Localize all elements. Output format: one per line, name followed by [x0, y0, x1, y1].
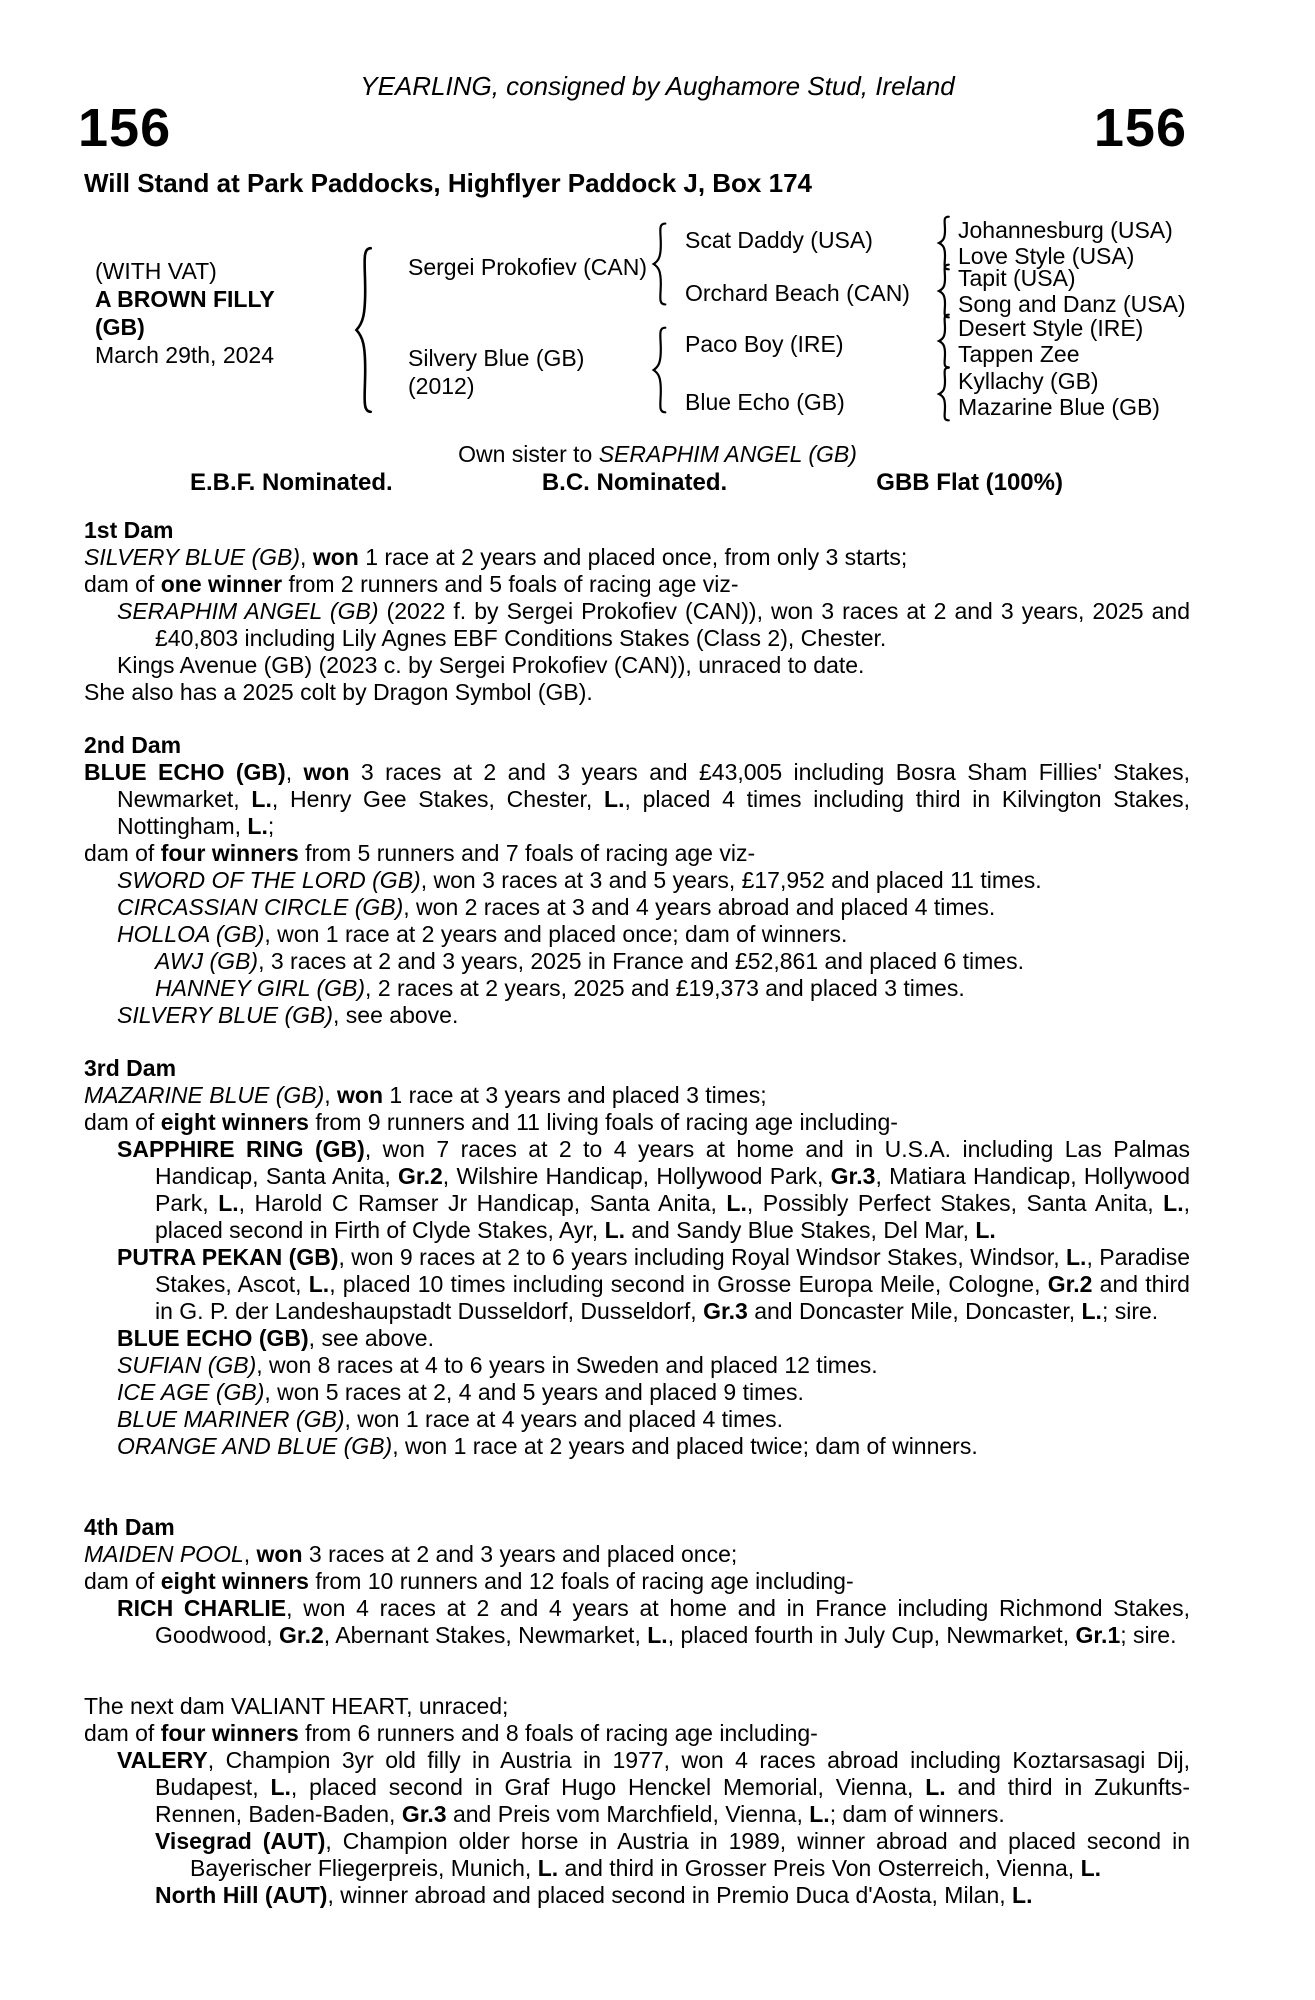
- catalog-paragraph: [84, 544, 1190, 571]
- great-grandparent-name: Song and Danz (USA): [958, 291, 1186, 317]
- great-grandparent-name: Love Style (USA): [958, 243, 1135, 269]
- text-run: L.: [218, 1190, 239, 1216]
- text-run: Gr.3: [401, 1801, 447, 1827]
- text-run: won: [312, 544, 359, 570]
- catalog-paragraph: [84, 1693, 1190, 1720]
- catalog-paragraph: [84, 1747, 1190, 1828]
- catalog-paragraph: [84, 1595, 1190, 1649]
- text-run: , 3 races at 2 and 3 years, 2025 in France and £52,861 and placed 6 times.: [258, 948, 1024, 974]
- lot-number-right: 156: [1093, 98, 1187, 158]
- text-run: SUFIAN (GB): [117, 1352, 257, 1378]
- text-run: HANNEY GIRL (GB): [155, 975, 366, 1001]
- dam-section-heading: 3rd Dam: [84, 1055, 177, 1081]
- horse-country: (GB): [95, 314, 145, 340]
- text-run: RICH CHARLIE: [117, 1595, 287, 1621]
- catalog-paragraph: [84, 1406, 1190, 1433]
- text-run: , winner abroad and placed second in Premio Duca d'Aosta, Milan,: [327, 1882, 1013, 1908]
- dam-block: [408, 344, 584, 400]
- text-run: L.: [809, 1801, 830, 1827]
- text-run: eight winners: [160, 1109, 309, 1135]
- text-run: , won 5 races at 2, 4 and 5 years and placed 9 times.: [264, 1379, 804, 1405]
- pedigree-brace-pair-2: [936, 263, 951, 319]
- text-run: MAZARINE BLUE (GB): [84, 1082, 325, 1108]
- text-run: North Hill (AUT): [155, 1882, 328, 1908]
- text-run: L.: [308, 1271, 330, 1297]
- catalog-paragraph: [84, 894, 1190, 921]
- text-run: dam of: [84, 1568, 161, 1594]
- text-run: , Henry Gee Stakes, Chester,: [271, 786, 605, 812]
- text-run: 3 races at 2 and 3 years and placed once;: [302, 1541, 738, 1567]
- text-run: She also has a 2025 colt by Dragon Symbol (GB).: [84, 679, 593, 705]
- text-run: and Sandy Blue Stakes, Del Mar,: [625, 1217, 976, 1243]
- text-run: L.: [251, 786, 272, 812]
- catalog-paragraph: [84, 1379, 1190, 1406]
- text-run: 1 race at 3 years and placed 3 times;: [383, 1082, 767, 1108]
- text-run: L.: [1065, 1244, 1087, 1270]
- text-run: MAIDEN POOL: [84, 1541, 244, 1567]
- catalog-paragraph: [84, 1325, 1190, 1352]
- text-run: The next dam VALIANT HEART, unraced;: [84, 1693, 509, 1719]
- great-grandparent-name: Tapit (USA): [958, 265, 1076, 291]
- text-run: , placed 4 times including third in Kilvington Stakes, Nottingham,: [117, 786, 1191, 839]
- great-grandparent-name: Johannesburg (USA): [958, 217, 1173, 243]
- text-run: SERAPHIM ANGEL (GB): [598, 441, 857, 467]
- catalog-paragraph: [84, 867, 1190, 894]
- text-run: and third in G. P. der Landeshaupstadt Dusseldorf, Dusseldorf,: [155, 1271, 1190, 1324]
- grandparent-name: Orchard Beach (CAN): [685, 280, 910, 306]
- text-run: ; dam of winners.: [829, 1801, 1005, 1827]
- text-run: , placed 10 times including second in Grosse Europa Meile, Cologne,: [329, 1271, 1048, 1297]
- text-run: from 10 runners and 12 foals of racing age including-: [308, 1568, 854, 1594]
- catalog-paragraph: [84, 571, 1190, 598]
- text-run: , Matiara Handicap, Hollywood Park,: [155, 1163, 1190, 1216]
- dam-section-heading: 4th Dam: [84, 1514, 175, 1540]
- catalog-text-sections: [0, 517, 1315, 1909]
- text-run: CIRCASSIAN CIRCLE (GB): [117, 894, 404, 920]
- text-run: Gr.3: [830, 1163, 876, 1189]
- text-run: one winner: [160, 571, 283, 597]
- text-run: BLUE ECHO (GB): [84, 759, 286, 785]
- catalog-paragraph: [84, 1568, 1190, 1595]
- catalog-paragraph: [84, 1082, 1190, 1109]
- text-run: , see above.: [333, 1002, 459, 1028]
- text-run: won: [337, 1082, 384, 1108]
- catalog-paragraph: [84, 1244, 1190, 1325]
- text-run: , Wilshire Handicap, Hollywood Park,: [442, 1163, 831, 1189]
- horse-name: A BROWN FILLY: [95, 286, 275, 312]
- text-run: dam of: [84, 571, 161, 597]
- text-run: L.: [247, 813, 268, 839]
- text-run: , Champion older horse in Austria in 1989, winner abroad and placed second in Bayerischer Fliegerpreis, Munich,: [190, 1828, 1190, 1881]
- foal-date: March 29th, 2024: [95, 342, 275, 368]
- pedigree-brace-sire: [650, 221, 668, 307]
- text-run: , won 2 races at 3 and 4 years abroad and placed 4 times.: [403, 894, 996, 920]
- great-grandparent-name: Mazarine Blue (GB): [958, 394, 1160, 420]
- text-run: SERAPHIM ANGEL (GB): [117, 598, 379, 624]
- text-run: won: [303, 759, 350, 785]
- text-run: 1 race at 2 years and placed once, from only 3 starts;: [358, 544, 908, 570]
- catalog-paragraph: [84, 1720, 1190, 1747]
- text-run: VALERY: [117, 1747, 208, 1773]
- text-run: , Possibly Perfect Stakes, Santa Anita,: [746, 1190, 1164, 1216]
- text-run: from 2 runners and 5 foals of racing age viz-: [282, 571, 739, 597]
- text-run: , Champion 3yr old filly in Austria in 1977, won 4 races abroad including Koztarsasagi Dij, Budapest,: [155, 1747, 1190, 1800]
- text-run: , won 8 races at 4 to 6 years in Sweden and placed 12 times.: [256, 1352, 878, 1378]
- text-run: dam of: [84, 1720, 161, 1746]
- text-run: Gr.1: [1075, 1622, 1121, 1648]
- catalog-paragraph: [84, 1109, 1190, 1136]
- text-run: L.: [925, 1774, 946, 1800]
- text-run: Gr.2: [1047, 1271, 1093, 1297]
- text-run: , won 1 race at 2 years and placed twice; dam of winners.: [392, 1433, 978, 1459]
- catalog-paragraph: [84, 652, 1190, 679]
- text-run: PUTRA PEKAN (GB): [117, 1244, 339, 1270]
- catalog-paragraph: [84, 948, 1190, 975]
- dam-name: Silvery Blue (GB): [408, 345, 585, 371]
- catalog-paragraph: [84, 1433, 1190, 1460]
- text-run: and third in Zukunfts-Rennen, Baden-Baden,: [155, 1774, 1190, 1827]
- catalog-paragraph: [84, 1828, 1190, 1882]
- text-run: L.: [604, 786, 625, 812]
- catalog-paragraph: [84, 840, 1190, 867]
- text-run: Gr.3: [703, 1298, 748, 1324]
- text-run: SAPPHIRE RING (GB): [117, 1136, 365, 1162]
- text-run: L.: [975, 1217, 996, 1243]
- text-run: ,: [285, 759, 304, 785]
- text-run: , won 4 races at 2 and 4 years at home and in France including Richmond Stakes, Goodwood,: [155, 1595, 1190, 1648]
- text-run: , won 7 races at 2 to 4 years at home and in U.S.A. including Las Palmas Handicap, Santa Anita,: [155, 1136, 1190, 1189]
- catalog-paragraph: [84, 759, 1190, 840]
- text-run: L.: [647, 1622, 668, 1648]
- text-run: HOLLOA (GB): [117, 921, 265, 947]
- text-run: SILVERY BLUE (GB): [84, 544, 301, 570]
- pedigree-brace-main: [352, 243, 374, 417]
- text-run: and Preis vom Marchfield, Vienna,: [446, 1801, 810, 1827]
- text-run: Gr.2: [279, 1622, 324, 1648]
- catalog-paragraph: [84, 1352, 1190, 1379]
- pedigree-brace-pair-4: [936, 366, 951, 422]
- text-run: , won 1 race at 4 years and placed 4 times.: [344, 1406, 784, 1432]
- text-run: SILVERY BLUE (GB): [117, 1002, 334, 1028]
- text-run: from 9 runners and 11 living foals of racing age including-: [308, 1109, 898, 1135]
- catalog-paragraph: [84, 1002, 1190, 1029]
- text-run: Kings Avenue (GB) (2023 c. by Sergei Prokofiev (CAN)), unraced to date.: [117, 652, 865, 678]
- pedigree-brace-pair-3: [936, 313, 951, 369]
- nomination-ebf: E.B.F. Nominated.: [190, 469, 393, 496]
- text-run: ,: [324, 1082, 338, 1108]
- text-run: , placed second in Firth of Clyde Stakes, Ayr,: [155, 1190, 1191, 1243]
- text-run: , placed fourth in July Cup, Newmarket,: [667, 1622, 1076, 1648]
- text-run: and Doncaster Mile, Doncaster,: [747, 1298, 1082, 1324]
- catalog-paragraph: [84, 921, 1190, 948]
- dam-year: (2012): [408, 373, 475, 399]
- text-run: , won 3 races at 3 and 5 years, £17,952 and placed 11 times.: [420, 867, 1042, 893]
- great-grandparent-name: Tappen Zee: [958, 341, 1080, 367]
- text-run: L.: [604, 1217, 626, 1243]
- text-run: , won 9 races at 2 to 6 years including Royal Windsor Stakes, Windsor,: [338, 1244, 1066, 1270]
- text-run: SWORD OF THE LORD (GB): [117, 867, 421, 893]
- catalog-paragraph: [84, 1882, 1190, 1909]
- text-run: , 2 races at 2 years, 2025 and £19,373 and placed 3 times.: [365, 975, 965, 1001]
- catalog-paragraph: [84, 679, 1190, 706]
- text-run: , Harold C Ramser Jr Handicap, Santa Anita,: [238, 1190, 727, 1216]
- text-run: BLUE ECHO (GB): [117, 1325, 309, 1351]
- text-run: , won 1 race at 2 years and placed once; dam of winners.: [264, 921, 848, 947]
- nomination-bc: B.C. Nominated.: [541, 469, 728, 496]
- text-run: and third in Grosser Preis Von Osterreich, Vienna,: [558, 1855, 1081, 1881]
- text-run: 3 races at 2 and 3 years and £43,005 including Bosra Sham Fillies' Stakes, Newmarket,: [117, 759, 1190, 812]
- sire-name: Sergei Prokofiev (CAN): [408, 254, 648, 280]
- grandparent-name: Blue Echo (GB): [685, 389, 845, 415]
- grandparent-name: Paco Boy (IRE): [685, 331, 844, 357]
- text-run: dam of: [84, 840, 161, 866]
- text-run: L.: [1081, 1298, 1102, 1324]
- text-run: L.: [270, 1774, 291, 1800]
- text-run: L.: [1012, 1882, 1033, 1908]
- text-run: four winners: [160, 840, 299, 866]
- vat-note: (WITH VAT): [95, 258, 217, 284]
- text-run: from 5 runners and 7 foals of racing age viz-: [298, 840, 756, 866]
- text-run: L.: [1080, 1855, 1102, 1881]
- text-run: ,: [300, 544, 313, 570]
- text-run: ; sire.: [1120, 1622, 1177, 1648]
- dam-section-heading: 1st Dam: [84, 517, 174, 543]
- pedigree-brace-dam: [650, 325, 668, 415]
- text-run: dam of: [84, 1109, 161, 1135]
- nomination-gbb: GBB Flat (100%): [876, 469, 1063, 496]
- text-run: (2022 f. by Sergei Prokofiev (CAN)), won 3 races at 2 and 3 years, 2025 and £40,803 including Lily Agnes EBF Conditions Stakes (Class 2), Chester.: [155, 598, 1190, 651]
- great-grandparent-name: Kyllachy (GB): [958, 368, 1099, 394]
- text-run: ,: [243, 1541, 257, 1567]
- catalog-paragraph: [84, 598, 1190, 652]
- catalog-paragraph: [84, 1541, 1190, 1568]
- text-run: eight winners: [160, 1568, 309, 1594]
- own-sister-line: [0, 441, 1315, 468]
- text-run: BLUE MARINER (GB): [117, 1406, 345, 1432]
- text-run: ; sire.: [1101, 1298, 1159, 1324]
- text-run: won: [256, 1541, 303, 1567]
- text-run: Visegrad (AUT): [155, 1828, 326, 1854]
- nominations-row: [0, 469, 1315, 496]
- lot-number-row: [0, 98, 1315, 158]
- pedigree-table: [0, 197, 1315, 435]
- text-run: , Paradise Stakes, Ascot,: [155, 1244, 1191, 1297]
- catalog-paragraph: [84, 1136, 1190, 1244]
- text-run: L.: [726, 1190, 747, 1216]
- text-run: ;: [267, 813, 275, 839]
- consignor-line: YEARLING, consigned by Aughamore Stud, Ireland: [360, 71, 955, 101]
- text-run: , placed second in Graf Hugo Henckel Memorial, Vienna,: [290, 1774, 926, 1800]
- text-run: ICE AGE (GB): [117, 1379, 265, 1405]
- text-run: Gr.2: [398, 1163, 443, 1189]
- text-run: four winners: [160, 1720, 299, 1746]
- horse-identity-block: [95, 257, 275, 369]
- text-run: AWJ (GB): [155, 948, 259, 974]
- dam-section-heading: 2nd Dam: [84, 732, 182, 758]
- lot-number-left: 156: [78, 98, 172, 158]
- great-grandparent-name: Desert Style (IRE): [958, 315, 1144, 341]
- text-run: , Abernant Stakes, Newmarket,: [323, 1622, 648, 1648]
- catalog-paragraph: [84, 975, 1190, 1002]
- text-run: , see above.: [308, 1325, 434, 1351]
- text-run: from 6 runners and 8 foals of racing age including-: [298, 1720, 818, 1746]
- text-run: Own sister to: [458, 441, 599, 467]
- grandparent-name: Scat Daddy (USA): [685, 227, 873, 253]
- text-run: ORANGE AND BLUE (GB): [117, 1433, 393, 1459]
- text-run: L.: [1163, 1190, 1184, 1216]
- text-run: L.: [537, 1855, 559, 1881]
- stand-location-line: Will Stand at Park Paddocks, Highflyer Paddock J, Box 174: [84, 168, 812, 198]
